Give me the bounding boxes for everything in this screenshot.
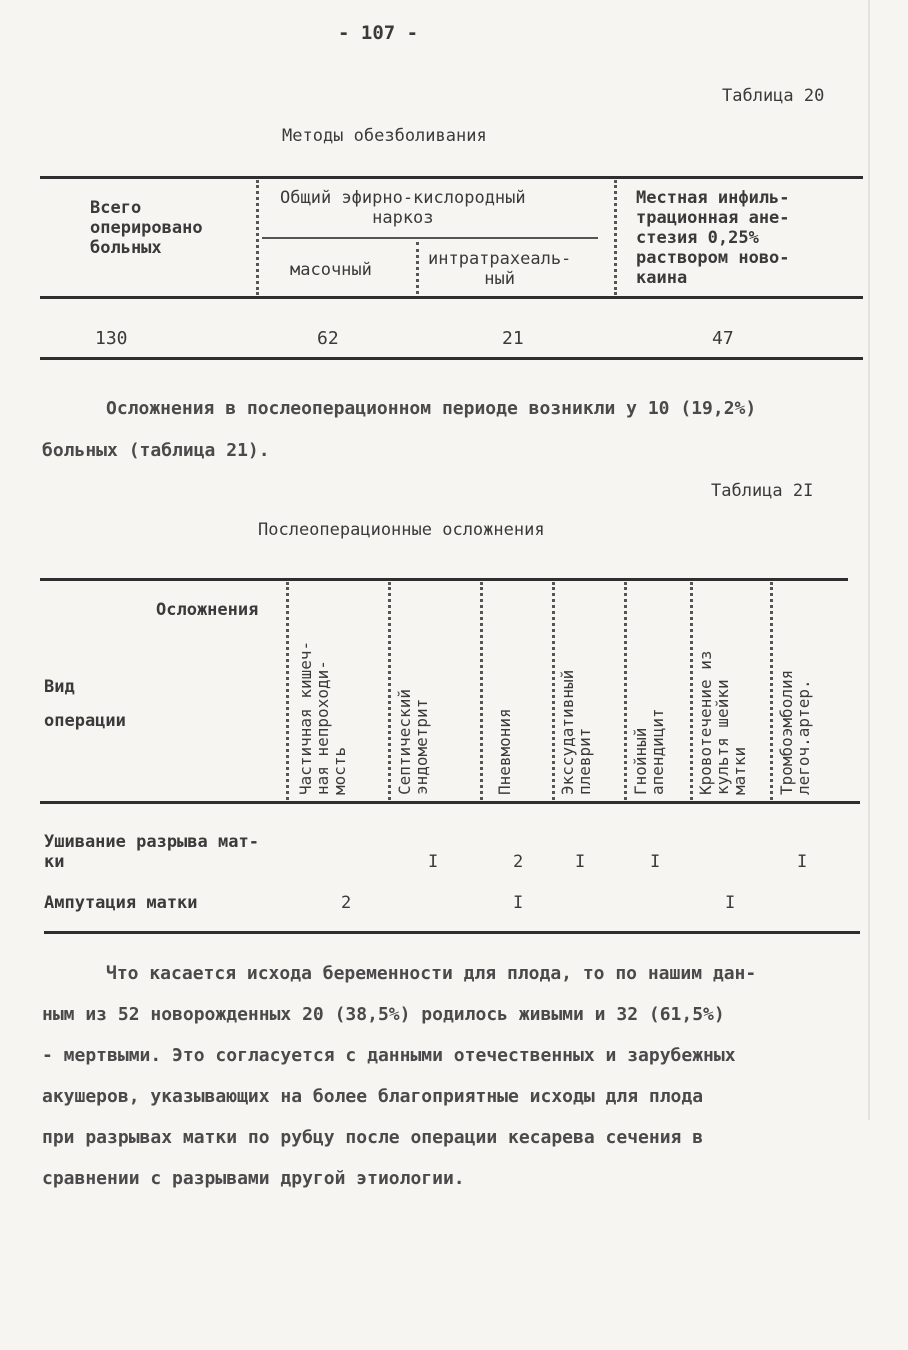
table20-col-mask: масочный [290,260,372,280]
table20-divider-1 [256,180,259,295]
table21-col-embolism: Тромбоэмболия легоч.артер. [777,669,813,795]
table21-corner-top: Осложнения [156,600,259,620]
paragraph2-line4: акушеров, указывающих на более благоприятные исходы для плода [42,1086,704,1107]
table20-top-rule [40,176,863,179]
table21-label: Таблица 2I [711,481,814,501]
table21-col-appendicitis: Гнойный апендицит [631,708,667,795]
table21-cell: 2 [341,893,352,913]
table21-divider-7 [770,582,773,800]
table21-header-rule [40,801,860,804]
paragraph2-line1: Что касается исхода беременности для плода, то по нашим дан- [106,963,757,984]
table21-cell: I [575,852,586,872]
table21-row-label: Ампутация матки [44,893,198,913]
paragraph2-line2: ным из 52 новорожденных 20 (38,5%) родилось живыми и 32 (61,5%) [42,1004,725,1025]
table21-col-bleeding: Кровотечение из культя шейки матки [696,650,749,795]
paragraph2-line3: - мертвыми. Это согласуется с данными отечественных и зарубежных [42,1045,736,1066]
table20-col-total: Всего оперировано больных [90,198,203,258]
table21-divider-5 [624,582,627,800]
paragraph1-line1: Осложнения в послеоперационном периоде возникли у 10 (19,2%) [106,398,757,419]
table20-divider-3 [614,180,617,295]
table21-top-rule [40,578,848,581]
table21-cell: I [428,852,439,872]
table21-col-obstruction: Частичная кишеч- ная непроходи- мость [296,640,349,795]
table21-bottom-rule [44,931,860,934]
table20-col-general: Общий эфирно-кислородный наркоз [280,188,526,228]
paragraph1-line2: больных (таблица 21). [42,440,270,461]
table20-value-local: 47 [712,328,734,349]
page-edge [868,0,870,1120]
table21-divider-4 [552,582,555,800]
table20-value-total: 130 [95,328,128,349]
paragraph2-line5: при разрывах матки по рубцу после операции кесарева сечения в [42,1127,704,1148]
table21-divider-1 [286,582,289,800]
table21-row-label: Ушивание разрыва мат- ки [44,832,259,872]
table20-title: Методы обезболивания [282,126,487,146]
table21-cell: 2 [513,852,524,872]
table21-divider-6 [690,582,693,800]
page-number: - 107 - [338,22,419,44]
table21-col-pneumonia: Пневмония [495,708,514,795]
table20-divider-2 [416,242,419,294]
table20-col-local: Местная инфиль- трационная ане- стезия 0,25% раствором ново- каина [636,188,790,288]
table20-label: Таблица 20 [722,86,825,106]
table21-corner-bottom: Вид операции [44,677,126,731]
table21-cell: I [650,852,661,872]
table21-divider-2 [388,582,391,800]
table21-cell: I [513,893,524,913]
table21-cell: I [725,893,736,913]
table21-col-pleuritis: Экссудативный плеврит [558,669,594,795]
table21-col-endometritis: Септический эндометрит [395,689,431,795]
table20-bottom-rule [40,357,863,360]
table21-cell: I [797,852,808,872]
table20-value-mask: 62 [317,328,339,349]
table20-subheader-rule [262,237,598,239]
table20-col-intratracheal: интратрахеаль- ный [428,249,572,289]
table20-value-intratracheal: 21 [502,328,524,349]
table21-title: Послеоперационные осложнения [258,520,545,540]
table21-divider-3 [480,582,483,800]
paragraph2-line6: сравнении с разрывами другой этиологии. [42,1168,465,1189]
table20-header-rule [40,296,863,299]
